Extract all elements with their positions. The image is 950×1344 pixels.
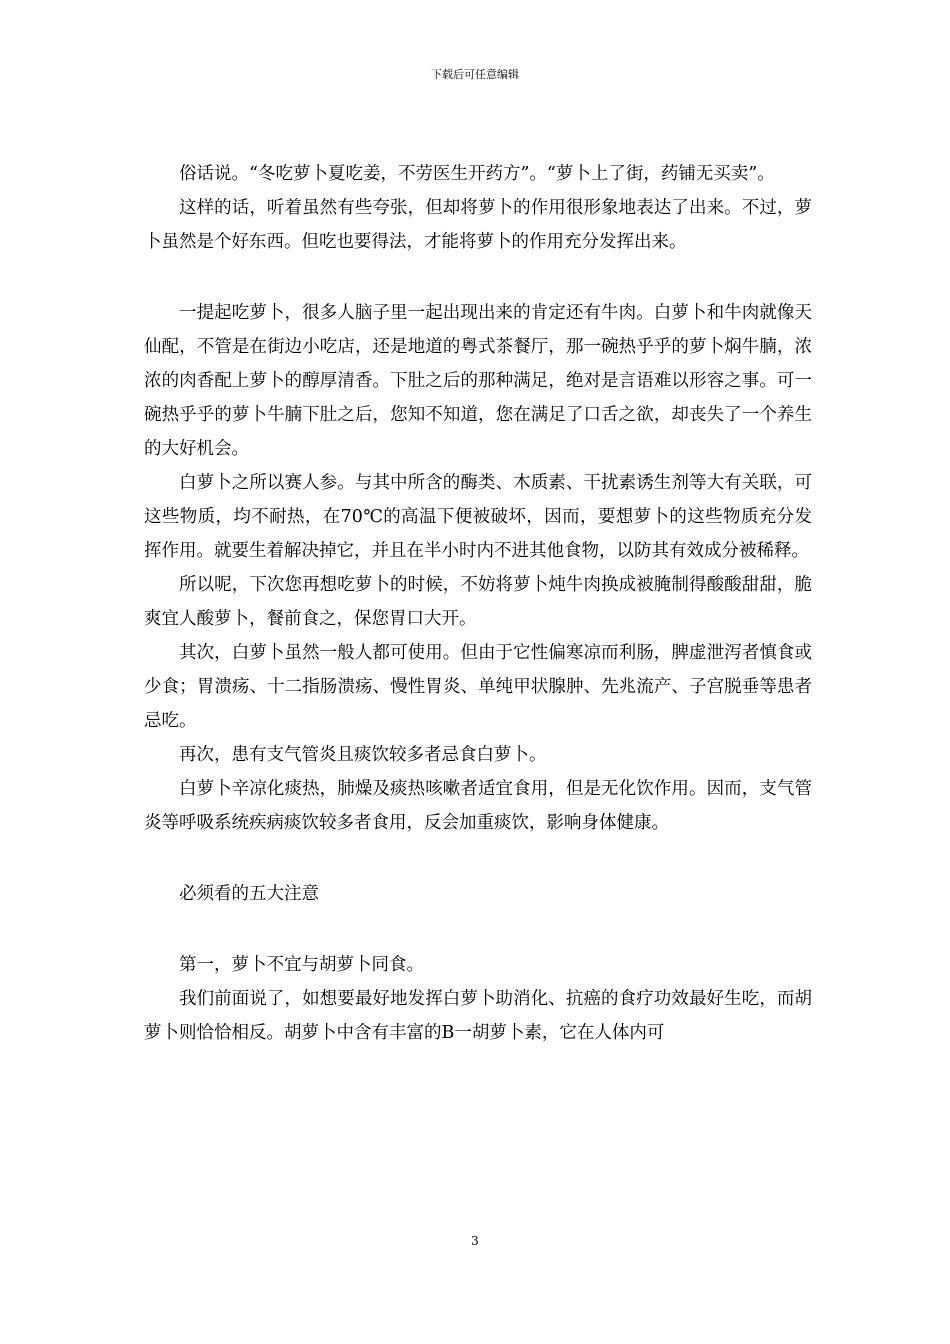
paragraph-first-note: 第一，萝卜不宜与胡萝卜同食。 [179,955,424,975]
paragraph-gap [144,840,812,877]
paragraph-gap [144,911,812,948]
paragraph-phlegm: 白萝卜辛凉化痰热，肺燥及痰热咳嗽者适宜食用，但是无化饮作用。因而，支气管炎等呼吸系统疾病痰饮较多者食用，反会加重痰饮，影响身体健康。 [144,779,812,833]
paragraph-proverb: 俗话说。“冬吃萝卜夏吃姜，不劳医生开药方”。“萝卜上了街，药铺无买卖”。 [179,164,775,184]
paragraph-ginseng: 白萝卜之所以赛人参。与其中所含的酶类、木质素、干扰素诱生剂等大有关联，可这些物质，均不耐热，在70℃的高温下便被破坏，因而，要想萝卜的这些物质充分发挥作用。就要生着解决掉它，并且在半小时内不进其他食物，以防其有效成分被稀释。 [144,473,812,561]
paragraph-gap [144,259,812,296]
page-number: 3 [471,1234,479,1248]
document-body [144,157,812,1050]
paragraph-third-caution: 再次，患有支气管炎且痰饮较多者忌食白萝卜。 [179,745,547,765]
paragraph-beef-radish: 一提起吃萝卜，很多人脑子里一起出现出来的肯定还有牛肉。白萝卜和牛肉就像天仙配，不管是在街边小吃店，还是地道的粤式茶餐厅，那一碗热乎乎的萝卜焖牛腩，浓浓的肉香配上萝卜的醇厚清香。下肚之后的那种满足，绝对是言语难以形容之事。可一碗热乎乎的萝卜牛腩下肚之后，您知不知道，您在满足了口舌之欲，却丧失了一个养生的大好机会。 [144,303,812,459]
paragraph-pickled-radish: 所以呢，下次您再想吃萝卜的时候，不妨将萝卜炖牛肉换成被腌制得酸酸甜甜，脆爽宜人酸萝卜，餐前食之，保您胃口大开。 [144,575,812,629]
section-heading: 必须看的五大注意 [179,884,319,904]
page-header: 下载后可任意编辑 [431,68,519,81]
paragraph-second-caution: 其次，白萝卜虽然一般人都可使用。但由于它性偏寒凉而利肠，脾虚泄泻者慎食或少食；胃溃疡、十二指肠溃疡、慢性胃炎、单纯甲状腺肿、先兆流产、子宫脱垂等患者忌吃。 [144,643,812,731]
paragraph-carrot: 我们前面说了，如想要最好地发挥白萝卜助消化、抗癌的食疗功效最好生吃，而胡萝卜则恰恰相反。胡萝卜中含有丰富的Β一胡萝卜素，它在人体内可 [144,989,812,1043]
paragraph-intro: 这样的话，听着虽然有些夸张，但却将萝卜的作用很形象地表达了出来。不过，萝卜虽然是个好东西。但吃也要得法，才能将萝卜的作用充分发挥出来。 [144,198,812,252]
